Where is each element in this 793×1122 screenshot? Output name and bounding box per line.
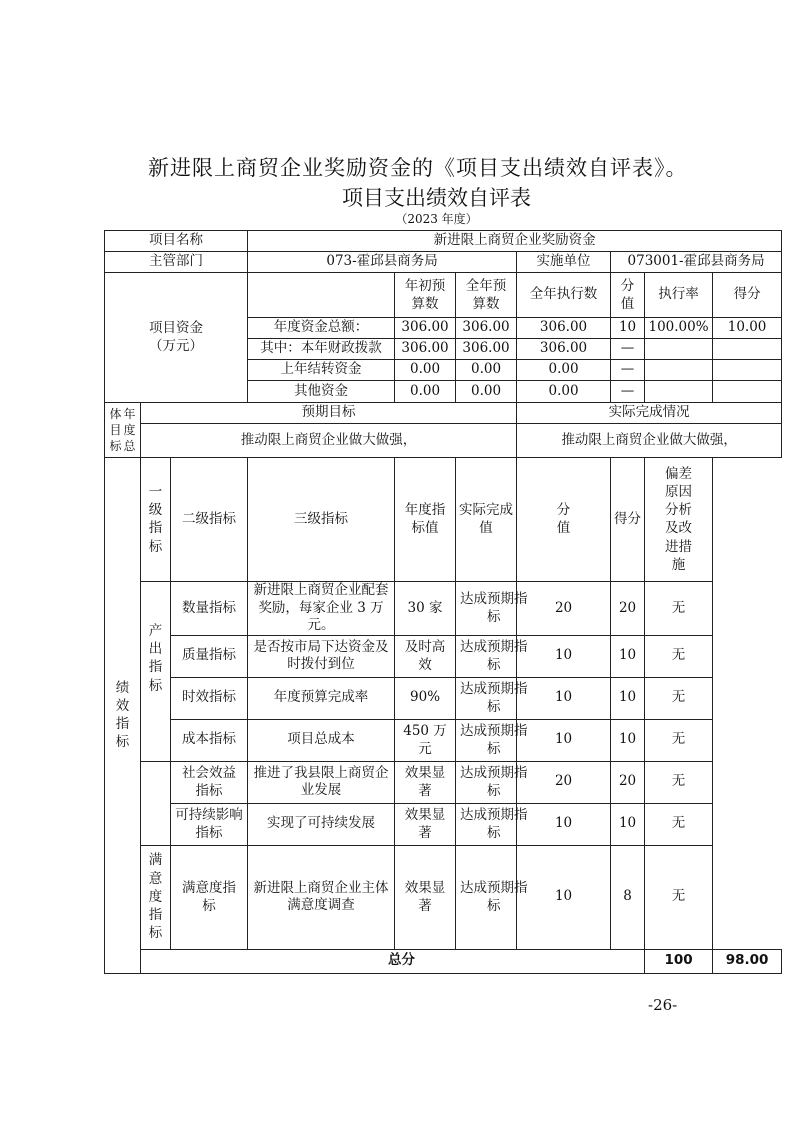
indicator-actual: 达成预期指标	[456, 761, 517, 803]
indicator-score: 10	[611, 719, 645, 761]
total-label: 总分	[141, 949, 645, 973]
header-annual-value: 年度指标值	[395, 458, 456, 582]
indicator-row	[105, 635, 782, 677]
indicator-actual: 达成预期指标	[456, 582, 517, 636]
funds-row-label: 其他资金	[248, 381, 395, 403]
indicator-level3: 项目总成本	[248, 719, 395, 761]
indicator-score: 20	[611, 582, 645, 636]
indicator-score-value: 10	[517, 677, 611, 719]
indicator-row	[105, 803, 782, 845]
goals-header-row	[105, 403, 782, 424]
indicator-level2: 社会效益指标	[171, 761, 248, 803]
indicator-deviation: 无	[645, 845, 713, 949]
funds-row-initial: 306.00	[395, 339, 456, 360]
funds-row-score-value: 10	[611, 318, 645, 339]
header-actual-value: 实际完成值	[456, 458, 517, 582]
indicator-level3: 实现了可持续发展	[248, 803, 395, 845]
document-title: 新进限上商贸企业奖励资金的《项目支出绩效自评表》。	[148, 156, 688, 180]
header-level2: 二级指标	[171, 458, 248, 582]
project-name-value: 新进限上商贸企业奖励资金	[248, 231, 782, 252]
header-level3: 三级指标	[248, 458, 395, 582]
expected-goal-text: 推动限上商贸企业做大做强，	[141, 424, 517, 458]
funds-section-label	[105, 273, 248, 403]
indicator-level3: 推进了我县限上商贸企业发展	[248, 761, 395, 803]
indicator-level3: 年度预算完成率	[248, 677, 395, 719]
funds-header-blank	[248, 273, 395, 318]
col-exec-rate: 执行率	[645, 273, 713, 318]
funds-row-score	[713, 381, 782, 403]
funds-row-rate	[645, 381, 713, 403]
indicator-annual: 及时高效	[395, 635, 456, 677]
funds-row-initial: 306.00	[395, 318, 456, 339]
funds-row-full: 306.00	[456, 318, 517, 339]
indicator-actual: 达成预期指标	[456, 635, 517, 677]
project-name-row	[105, 231, 782, 252]
funds-row-score: 10.00	[713, 318, 782, 339]
col-initial-budget: 年初预算数	[395, 273, 456, 318]
indicator-row	[105, 719, 782, 761]
funds-row-label: 上年结转资金	[248, 360, 395, 381]
funds-label-line1: 项目资金	[149, 319, 204, 336]
indicator-deviation: 无	[645, 582, 713, 636]
indicator-actual: 达成预期指标	[456, 845, 517, 949]
total-row	[105, 949, 782, 973]
funds-row-rate	[645, 360, 713, 381]
header-score: 得分	[611, 458, 645, 582]
indicator-score: 10	[611, 635, 645, 677]
indicator-row	[105, 582, 782, 636]
header-level1: 一级指标	[141, 458, 171, 582]
col-full-budget: 全年预算数	[456, 273, 517, 318]
indicator-row	[105, 761, 782, 803]
indicator-score-value: 10	[517, 845, 611, 949]
indicator-level2: 时效指标	[171, 677, 248, 719]
indicator-deviation: 无	[645, 803, 713, 845]
output-group-label: 产出指标	[141, 582, 171, 762]
indicator-deviation: 无	[645, 635, 713, 677]
evaluation-table	[104, 230, 782, 974]
indicator-score: 10	[611, 677, 645, 719]
goals-side-label-a: 体目标	[109, 406, 122, 454]
table-title: 项目支出绩效自评表	[342, 186, 531, 210]
indicator-deviation: 无	[645, 719, 713, 761]
header-score-value: 分值	[517, 458, 611, 582]
col-score: 得分	[713, 273, 782, 318]
indicator-score-value: 10	[517, 719, 611, 761]
funds-row-initial: 0.00	[395, 360, 456, 381]
indicator-score: 10	[611, 803, 645, 845]
indicator-level2: 满意度指标	[171, 845, 248, 949]
funds-row-full: 0.00	[456, 360, 517, 381]
impl-label: 实施单位	[517, 252, 611, 273]
header-deviation: 偏差原因分析及改进措施	[645, 458, 713, 582]
funds-label-line2: （万元）	[149, 337, 204, 354]
indicator-level2: 成本指标	[171, 719, 248, 761]
actual-goal-text: 推动限上商贸企业做大做强，	[517, 424, 782, 458]
funds-row-score-value: —	[611, 339, 645, 360]
project-name-label: 项目名称	[105, 231, 248, 252]
indicator-annual: 90%	[395, 677, 456, 719]
indicator-level2: 可持续影响指标	[171, 803, 248, 845]
impl-value: 073001-霍邱县商务局	[611, 252, 782, 273]
funds-row-score	[713, 360, 782, 381]
page-number: -26-	[648, 996, 678, 1014]
satisfaction-group-label: 满意度指标	[141, 845, 171, 949]
indicator-row	[105, 677, 782, 719]
funds-row-exec: 0.00	[517, 381, 611, 403]
indicator-score: 20	[611, 761, 645, 803]
dept-value: 073-霍邱县商务局	[248, 252, 517, 273]
funds-row-rate	[645, 339, 713, 360]
funds-row-rate: 100.00%	[645, 318, 713, 339]
performance-indicators-label: 绩效指标	[105, 458, 141, 974]
goals-text-row	[105, 424, 782, 458]
indicator-annual: 30 家	[395, 582, 456, 636]
funds-header-row	[105, 273, 782, 318]
indicator-annual: 450 万元	[395, 719, 456, 761]
funds-row-full: 306.00	[456, 339, 517, 360]
funds-row-score-value: —	[611, 360, 645, 381]
indicator-score: 8	[611, 845, 645, 949]
expected-goal-header: 预期目标	[141, 403, 517, 424]
indicator-level2: 数量指标	[171, 582, 248, 636]
funds-row-label: 年度资金总额：	[248, 318, 395, 339]
funds-row-score-value: —	[611, 381, 645, 403]
total-score-value: 100	[645, 949, 713, 973]
indicator-actual: 达成预期指标	[456, 803, 517, 845]
funds-row-label: 其中：本年财政拨款	[248, 339, 395, 360]
indicator-score-value: 10	[517, 803, 611, 845]
indicator-score-value: 10	[517, 635, 611, 677]
indicator-deviation: 无	[645, 677, 713, 719]
indicator-header-row	[105, 458, 782, 582]
col-score-value: 分值	[611, 273, 645, 318]
funds-row-score	[713, 339, 782, 360]
actual-goal-header: 实际完成情况	[517, 403, 782, 424]
goals-side-label-b: 年度总	[123, 406, 136, 454]
funds-row-exec: 306.00	[517, 318, 611, 339]
department-row	[105, 252, 782, 273]
col-executed: 全年执行数	[517, 273, 611, 318]
funds-row-full: 0.00	[456, 381, 517, 403]
funds-row-exec: 0.00	[517, 360, 611, 381]
indicator-actual: 达成预期指标	[456, 677, 517, 719]
indicator-deviation: 无	[645, 761, 713, 803]
dept-label: 主管部门	[105, 252, 248, 273]
total-score: 98.00	[713, 949, 782, 973]
indicator-annual: 效果显著	[395, 803, 456, 845]
indicator-annual: 效果显著	[395, 761, 456, 803]
indicator-level3: 新进限上商贸企业主体满意度调查	[248, 845, 395, 949]
indicator-annual: 效果显著	[395, 845, 456, 949]
goals-side-label	[105, 403, 141, 458]
table-year: （2023 年度）	[395, 212, 478, 226]
indicator-actual: 达成预期指标	[456, 719, 517, 761]
indicator-level3: 是否按市局下达资金及时拨付到位	[248, 635, 395, 677]
funds-row-exec: 306.00	[517, 339, 611, 360]
indicator-level3: 新进限上商贸企业配套奖励，每家企业 3 万元。	[248, 582, 395, 636]
funds-row-initial: 0.00	[395, 381, 456, 403]
indicator-score-value: 20	[517, 582, 611, 636]
indicator-level2: 质量指标	[171, 635, 248, 677]
indicator-row	[105, 845, 782, 949]
indicator-score-value: 20	[517, 761, 611, 803]
effect-group-label	[141, 761, 171, 845]
